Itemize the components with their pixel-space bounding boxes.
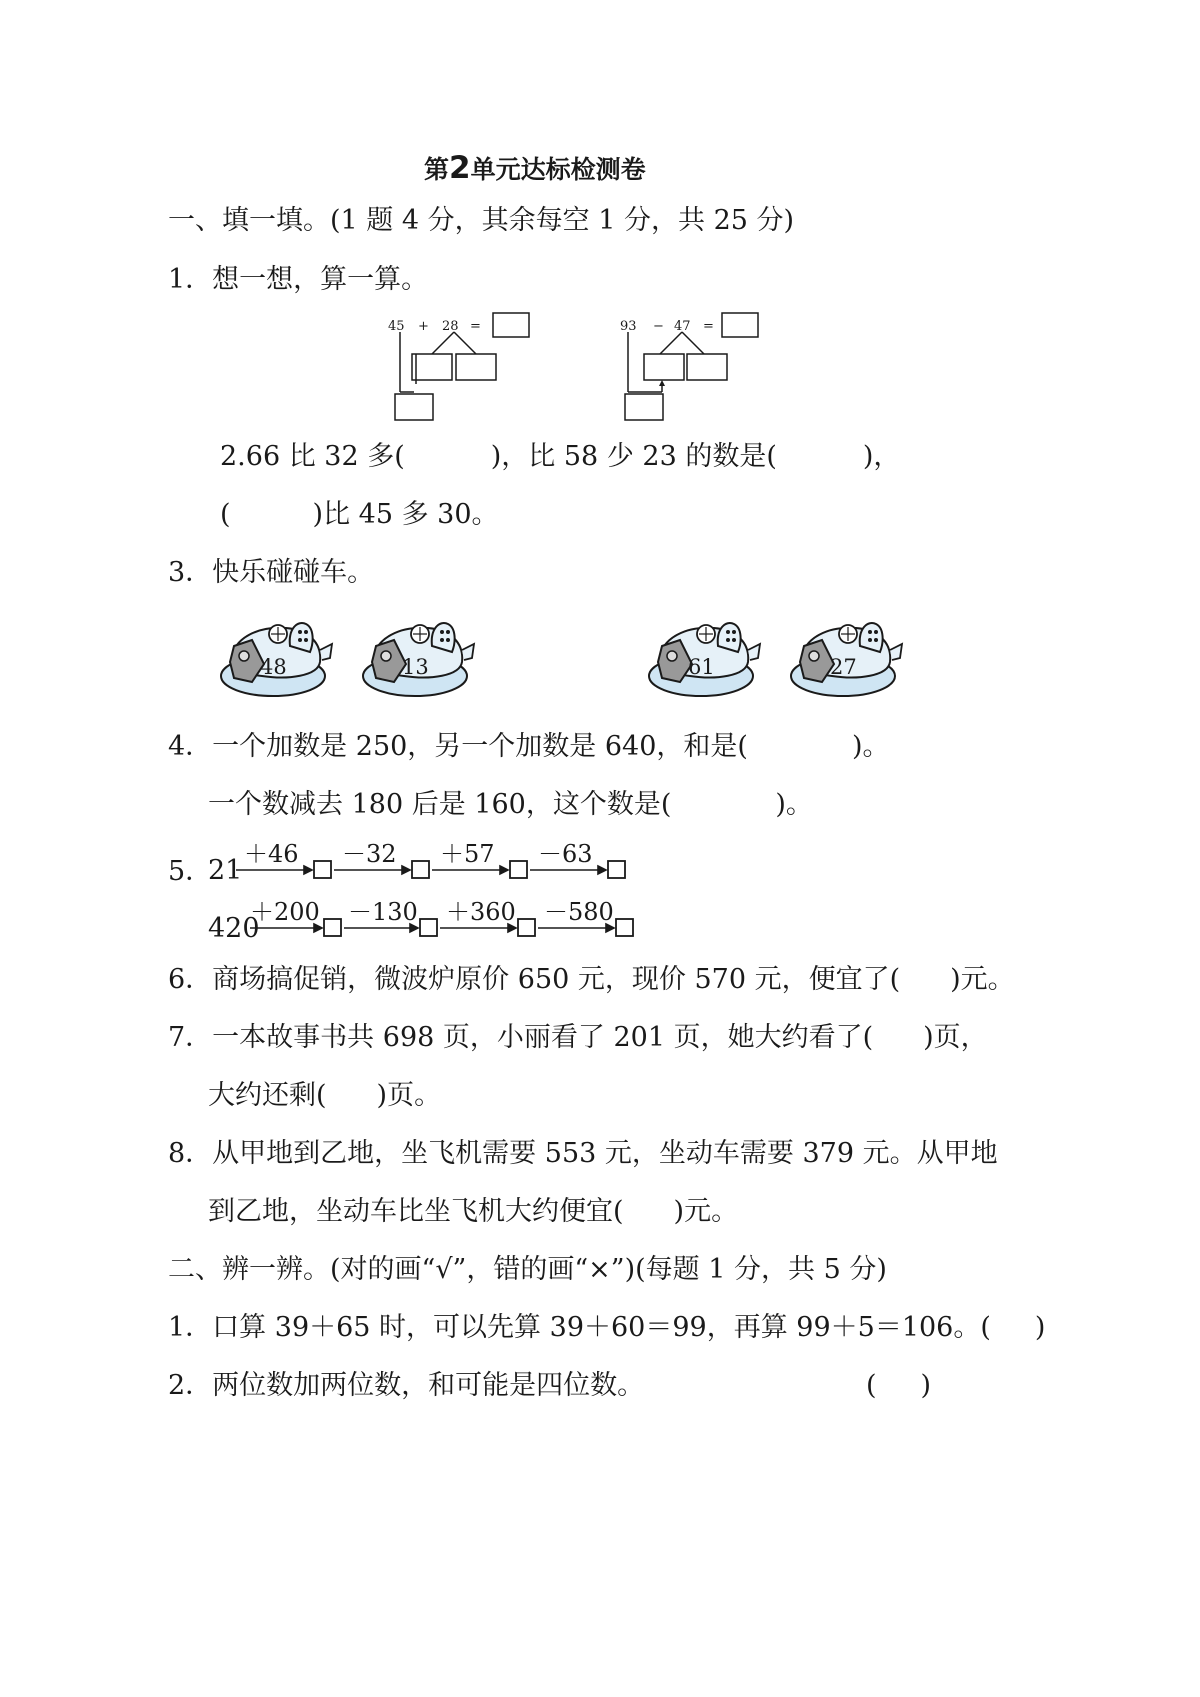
chain2-op-4: －580 [544,898,614,926]
q4-line2 [208,788,813,822]
q4-part1: 4．一个加数是 250，另一个加数是 640，和是( [168,731,748,762]
bumper-car-1 [221,623,332,696]
q4-part2: )。 [851,731,890,762]
q2-part2: )，比 58 少 23 的数是( [490,441,777,472]
q8-line1: 8．从甲地到乙地，坐飞机需要 553 元，坐动车需要 379 元。从甲地 [168,1138,998,1169]
q7-line2 [208,1079,441,1113]
q2-part1: 2.66 比 32 多( [220,441,405,472]
car-number-3: 61 [688,655,715,679]
chain2-box-4 [616,919,633,936]
q8-part2: )元。 [673,1196,739,1227]
q6-line [168,963,1015,997]
bumper-car-4 [791,623,902,696]
chain1-start: 21 [208,855,243,886]
title-suffix: 单元达标检测卷 [470,155,646,184]
car-number-2: 13 [402,655,429,679]
sub-a: 93 [620,319,637,334]
q7-line1 [168,1021,988,1055]
split-box-add-2 [456,354,496,380]
s2-q2-close: ) [920,1370,932,1401]
bumper-cars [218,618,938,708]
q7-part2: )页， [923,1022,988,1053]
chain1-op-1: ＋46 [244,840,299,868]
sub-op: − [653,319,664,334]
chain-row2-arrows [208,894,658,954]
s2-q2-line: 2．两位数加两位数，和可能是四位数。 [168,1370,645,1401]
subtraction-diagram [625,313,758,420]
bumper-car-3 [649,623,760,696]
q8-line2 [208,1195,738,1229]
chain2-box-1 [324,919,341,936]
chain1-op-3: ＋57 [440,840,495,868]
bumper-car-2 [363,623,474,696]
addition-diagram [395,313,529,420]
s2-q2-answer-parens [866,1369,931,1403]
chain2-start: 420 [208,913,260,944]
chain1-op-2: －32 [342,840,397,868]
step-box-add [395,394,433,420]
chain1-box-4 [608,861,625,878]
q2-line2 [220,498,499,532]
q5-chain-row1 [208,836,648,903]
step-box-sub [625,394,663,420]
split-box-add-1 [412,354,452,380]
chain1-op-4: －63 [538,840,593,868]
q8-part1: 到乙地，坐动车比坐飞机大约便宜( [208,1196,624,1227]
add-b: 28 [442,319,459,334]
split-box-sub-2 [687,354,727,380]
q3-label: 3．快乐碰碰车。 [168,557,375,588]
q5-number: 5． [168,856,213,887]
add-eq: = [470,319,481,334]
chain1-box-2 [412,861,429,878]
section2-heading: 二、辨一辨。(对的画“√”，错的画“×”)(每题 1 分，共 5 分) [168,1254,887,1285]
section1-heading: 一、填一填。(1 题 4 分，其余每空 1 分，共 25 分) [168,205,795,236]
q5-chain-row2 [208,894,658,961]
q2-line1 [220,440,900,474]
chain1-box-3 [510,861,527,878]
s2-q1-line [168,1311,1045,1345]
q4-part4: )。 [775,789,813,820]
answer-box-add [493,313,529,337]
q6-part1: 6．商场搞促销，微波炉原价 650 元，现价 570 元，便宜了( [168,964,901,995]
add-op: + [418,319,429,334]
q6-part2: )元。 [950,964,1015,995]
chain-row1-arrows [208,836,648,896]
chain2-op-3: ＋360 [446,898,516,926]
answer-box-sub [722,313,758,337]
q7-part3: 大约还剩( [208,1080,327,1111]
add-a: 45 [388,319,405,334]
chain1-box-1 [314,861,331,878]
s2-q1-text: 1．口算 39＋65 时，可以先算 39＋60＝99，再算 99＋5＝106。( [168,1312,991,1343]
split-box-sub-1 [644,354,684,380]
q4-part3: 一个数减去 180 后是 160，这个数是( [208,789,672,820]
s2-q1-close: ) [1034,1312,1046,1343]
chain2-box-2 [420,919,437,936]
q7-part1: 7．一本故事书共 698 页，小丽看了 201 页，她大约看了( [168,1022,874,1053]
q1-split-diagrams [380,308,800,428]
car-number-1: 48 [260,655,287,679]
page-title [424,150,646,186]
q7-part4: )页。 [376,1080,442,1111]
sub-b: 47 [674,319,691,334]
chain2-op-2: －130 [348,898,418,926]
chain2-op-1: ＋200 [250,898,320,926]
sub-eq: = [703,319,714,334]
s2-q2-open: ( [866,1370,877,1401]
title-prefix: 第 [424,155,450,184]
q1-label: 1．想一想，算一算。 [168,264,429,295]
car-number-4: 27 [830,655,857,679]
title-number: 2 [449,150,471,186]
q2-part3: )， [862,441,901,472]
q2-part4: ( [220,499,231,530]
q2-part5: )比 45 多 30。 [312,499,499,530]
chain2-box-3 [518,919,535,936]
q4-line1 [168,730,890,764]
